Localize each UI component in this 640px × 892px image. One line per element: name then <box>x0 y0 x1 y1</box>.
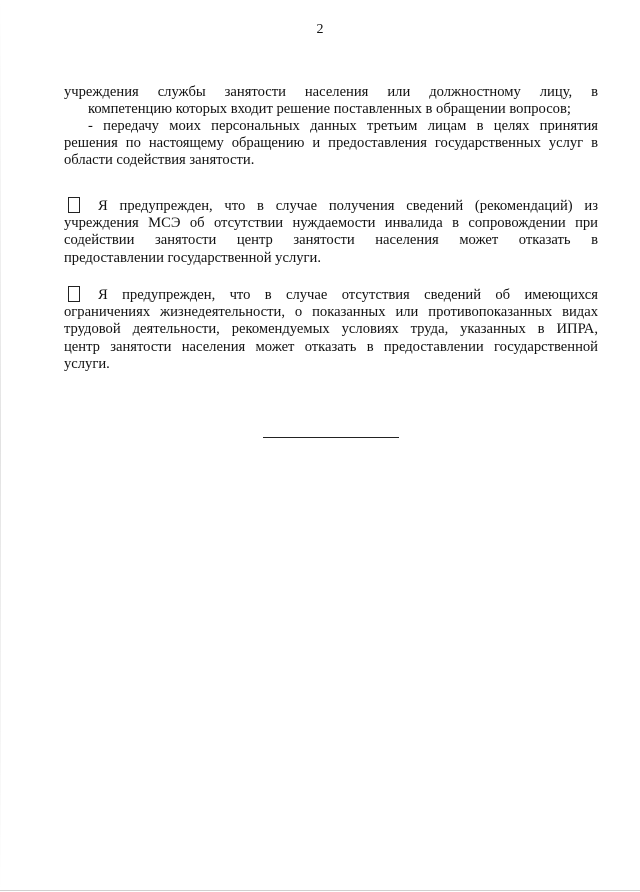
text-line: учреждения МСЭ об отсутствии нуждаемости инвалида в сопровождении при <box>64 215 598 232</box>
text-line: компетенцию которых входит решение поставленных в обращении вопросов; <box>88 101 571 118</box>
end-separator-line <box>263 437 399 438</box>
warning-mse-paragraph <box>64 197 598 267</box>
text-line: содействии занятости центр занятости населения может отказать в <box>64 232 598 249</box>
scan-bottom-edge <box>0 890 640 891</box>
text-line: центр занятости населения может отказать в предоставлении государственной <box>64 338 598 355</box>
text-line: предоставлении государственной услуги. <box>64 249 321 266</box>
warning-ipra-paragraph <box>64 286 598 373</box>
text-line: трудовой деятельности, рекомендуемых условиях труда, указанных в ИПРА, <box>64 321 598 338</box>
text-line: области содействия занятости. <box>64 152 255 169</box>
text-line-with-checkbox <box>64 286 598 304</box>
consent-data-transfer-paragraph <box>64 118 598 170</box>
text-line: - передачу моих персональных данных третьим лицам в целях принятия <box>88 118 598 134</box>
scan-edge <box>0 0 1 892</box>
text-line-with-checkbox <box>64 197 598 215</box>
text-line: Я предупрежден, что в случае получения сведений (рекомендаций) из <box>98 198 598 214</box>
warning-mse-checkbox[interactable] <box>68 197 80 213</box>
page-number: 2 <box>316 22 324 37</box>
consent-paragraph-continuation <box>64 84 598 118</box>
warning-ipra-checkbox[interactable] <box>68 286 80 302</box>
text-line: учреждения службы занятости населения или должностному лицу, в <box>64 84 598 100</box>
text-line: Я предупрежден, что в случае отсутствия сведений об имеющихся <box>98 287 598 303</box>
text-line: решения по настоящему обращению и предоставления государственных услуг в <box>64 135 598 152</box>
text-line: ограничениях жизнедеятельности, о показанных или противопоказанных видах <box>64 304 598 321</box>
text-line: услуги. <box>64 355 110 372</box>
